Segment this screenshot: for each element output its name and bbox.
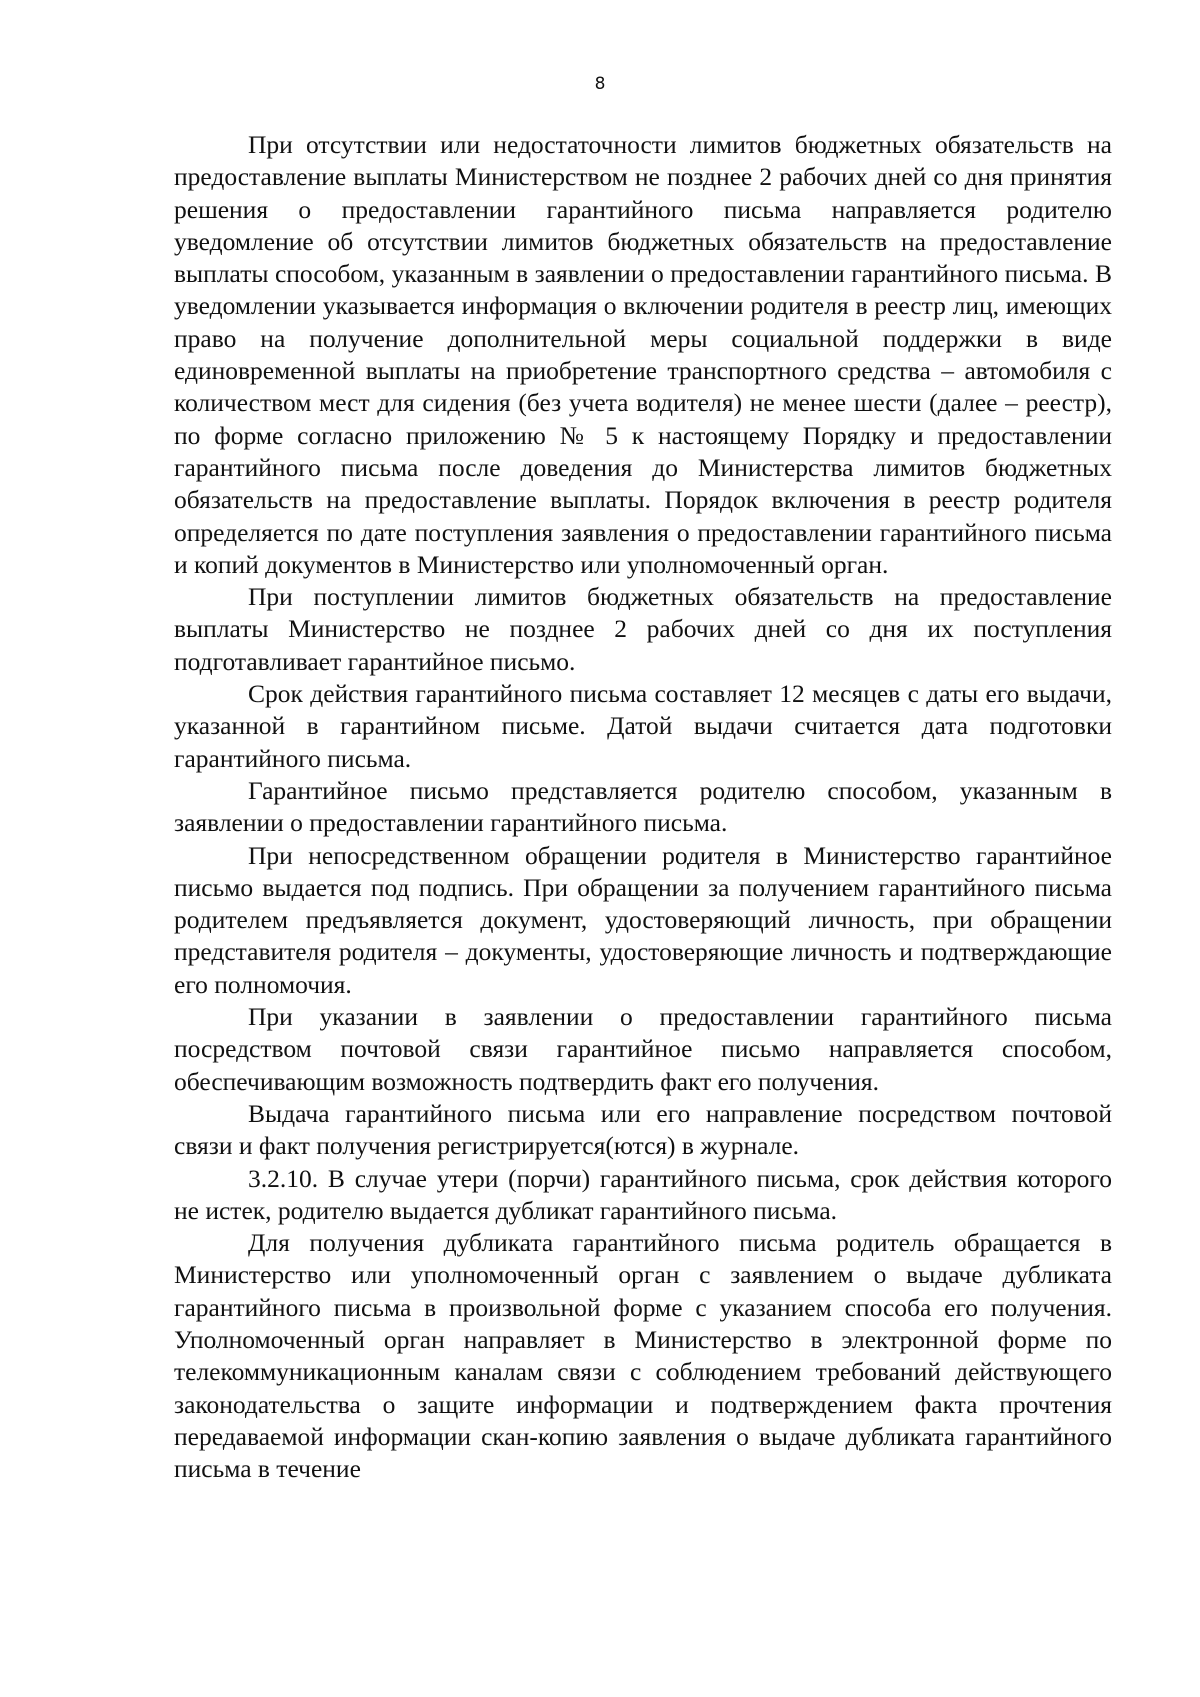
paragraph: Гарантийное письмо представляется родителю способом, указанным в заявлении о предоставлении гарантийного письма. bbox=[174, 775, 1112, 838]
document-body bbox=[174, 129, 1112, 1485]
paragraph: Выдача гарантийного письма или его направление посредством почтовой связи и факт получения регистрируется(ются) в журнале. bbox=[174, 1098, 1112, 1161]
paragraph: При указании в заявлении о предоставлении гарантийного письма посредством почтовой связи гарантийное письмо направляется способом, обеспечивающим возможность подтвердить факт его получения. bbox=[174, 1002, 1112, 1096]
paragraph: 3.2.10. В случае утери (порчи) гарантийного письма, срок действия которого не истек, родителю выдается дубликат гарантийного письма. bbox=[174, 1163, 1112, 1225]
paragraph: Для получения дубликата гарантийного письма родитель обращается в Министерство или уполномоченный орган с заявлением о выдаче дубликата гарантийного письма в произвольной форме с указанием способа его получения. Уполномоченный орган направляет в Министерство в электронной форме по телекоммуникационным каналам связи с соблюдением требований действующего законодательства о защите информации и подтверждением факта прочтения передаваемой информации скан-копию заявления о выдаче дубликата гарантийного письма в течение bbox=[174, 1228, 1112, 1484]
page-number: 8 bbox=[594, 74, 606, 94]
paragraph: При отсутствии или недостаточности лимитов бюджетных обязательств на предоставление выплаты Министерством не позднее 2 рабочих дней со дня принятия решения о предоставлении гарантийного письма направляется родителю уведомление об отсутствии лимитов бюджетных обязательств на предоставление выплаты способом, указанным в заявлении о предоставлении гарантийного письма. В уведомлении указывается информация о включении родителя в реестр лиц, имеющих право на получение дополнительной меры социальной поддержки в виде единовременной выплаты на приобретение транспортного средства – автомобиля с количеством мест для сидения (без учета водителя) не менее шести (далее – реестр), по форме согласно приложению № 5 к настоящему Порядку и предоставлении гарантийного письма после доведения до Министерства лимитов бюджетных обязательств на предоставление выплаты. Порядок включения в реестр родителя определяется по дате поступления заявления о предоставлении гарантийного письма и копий документов в Министерство или уполномоченный орган. bbox=[174, 130, 1112, 579]
paragraph: При поступлении лимитов бюджетных обязательств на предоставление выплаты Министерство не позднее 2 рабочих дней со дня их поступления подготавливает гарантийное письмо. bbox=[174, 582, 1112, 676]
paragraph: При непосредственном обращении родителя в Министерство гарантийное письмо выдается под подпись. При обращении за получением гарантийного письма родителем предъявляется документ, удостоверяющий личность, при обращении представителя родителя – документы, удостоверяющие личность и подтверждающие его полномочия. bbox=[174, 840, 1112, 999]
paragraph: Срок действия гарантийного письма составляет 12 месяцев с даты его выдачи, указанной в гарантийном письме. Датой выдачи считается дата подготовки гарантийного письма. bbox=[174, 679, 1112, 773]
